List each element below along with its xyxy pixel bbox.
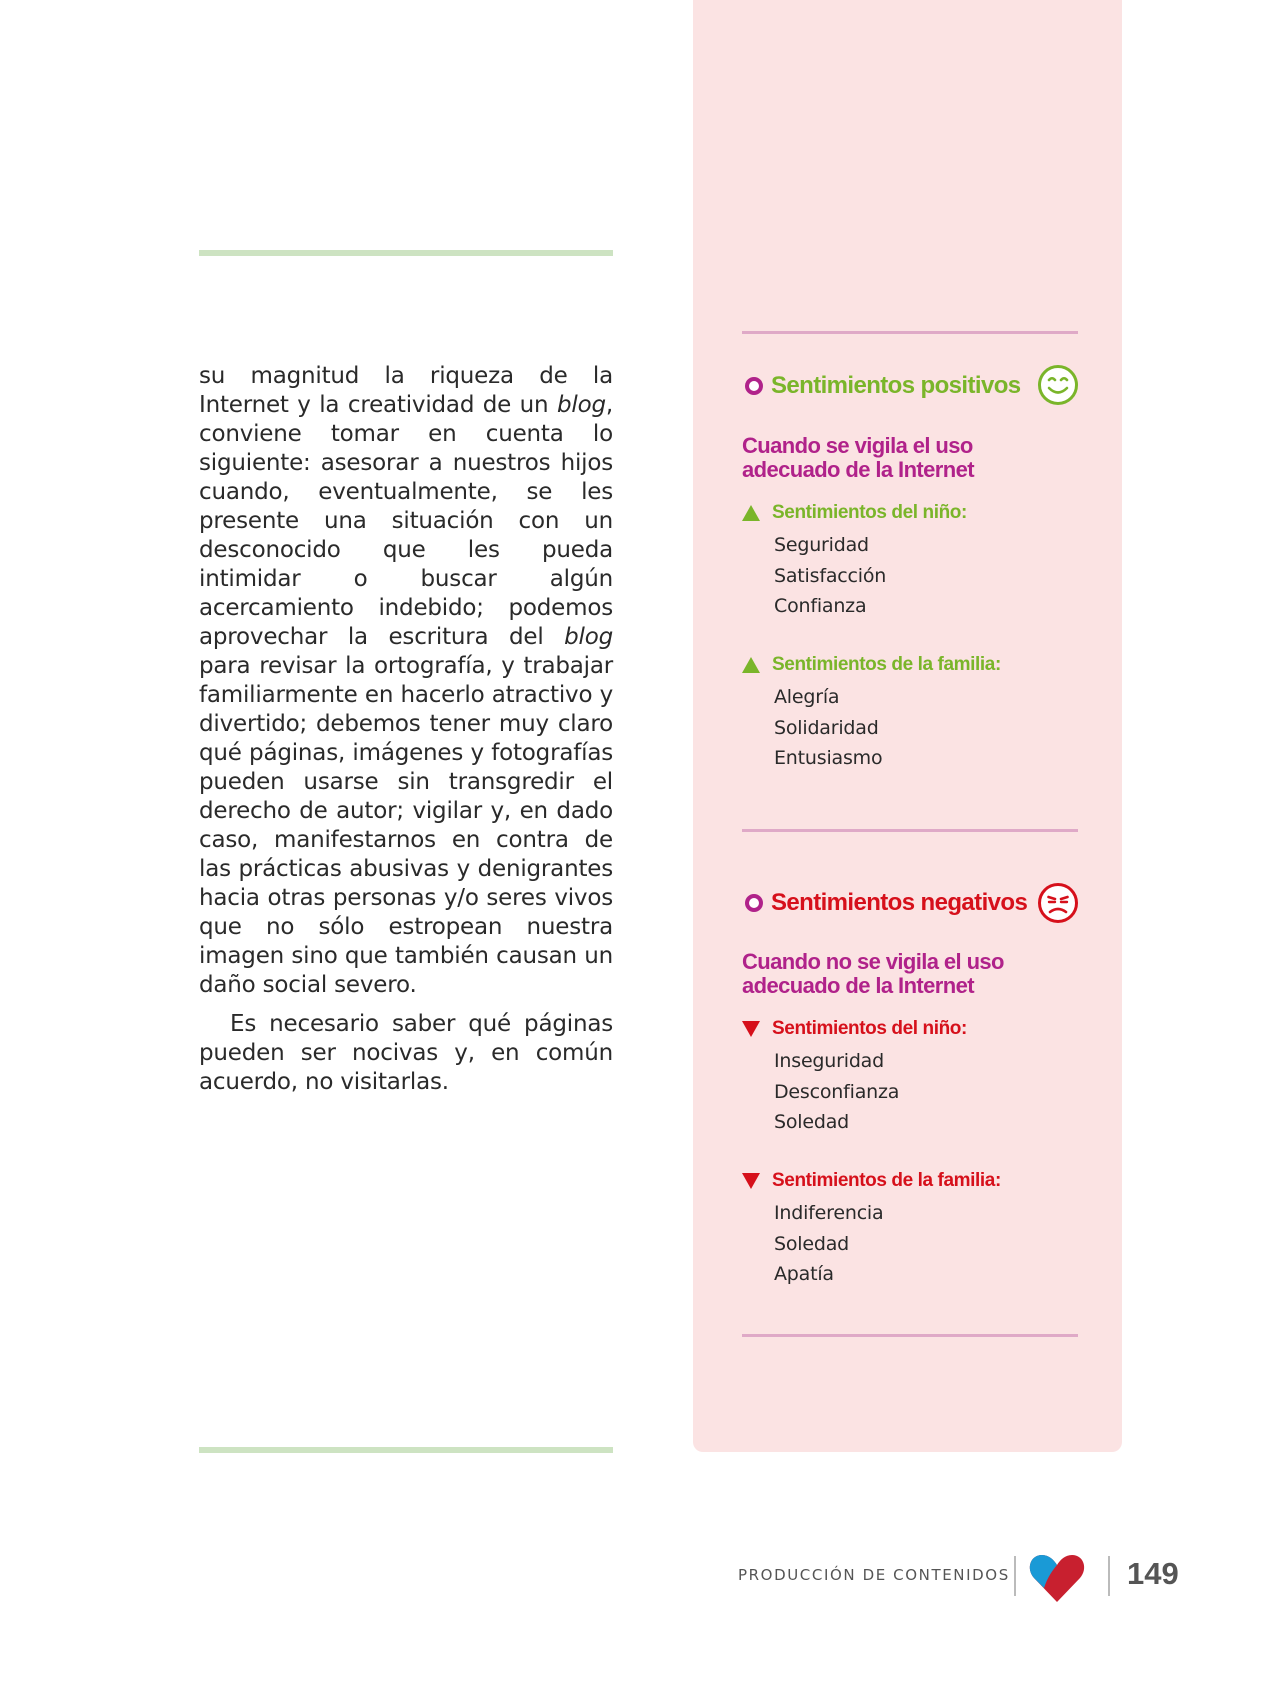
positive-child-title-text: Sentimientos del niño: <box>772 502 967 523</box>
positive-child-list <box>774 530 886 622</box>
negative-child-title <box>742 1018 967 1040</box>
negative-title <box>745 883 1027 923</box>
up-triangle-icon <box>742 505 760 521</box>
list-item: Indiferencia <box>774 1202 884 1224</box>
top-divider <box>199 250 613 256</box>
list-item: Alegría <box>774 686 840 708</box>
text-run: , conviene tomar en cuenta lo siguiente: asesorar a nuestros hijos cuando, eventualmente, se les presente una situación con un desconocido que les pueda intimidar o buscar algún acercamiento indebido; podemos aprovechar la escritura del <box>199 392 613 650</box>
smiley-face-icon <box>1037 364 1079 406</box>
list-item: Satisfacción <box>774 564 887 587</box>
list-item: Soledad <box>774 1232 850 1255</box>
positive-subhead-line-1: Cuando se vigila el uso <box>742 433 973 458</box>
positive-subhead <box>742 434 1062 482</box>
list-item: Solidaridad <box>774 716 879 739</box>
paragraph-1 <box>199 362 613 1000</box>
bullet-icon <box>745 894 763 912</box>
positive-title-text: Sentimientos positivos <box>771 372 1021 399</box>
list-item: Desconfianza <box>774 1080 900 1103</box>
frowning-face-icon <box>1037 882 1079 924</box>
bottom-divider <box>199 1447 613 1453</box>
text-run: para revisar la ortografía, y trabajar familiarmente en hacerlo atractivo y divertido; debemos tener muy claro qué páginas, imágenes y fotografías pueden usarse sin transgredir el derecho de autor; vigilar y, en dado caso, manifestarnos en contra de las prácticas abusivas y denigrantes hacia otras personas y/o seres vivos que no sólo estropean nuestra imagen sino que también causan un daño social severo. <box>199 653 613 998</box>
positive-subhead-line-2: adecuado de la Internet <box>742 457 974 482</box>
positive-family-title-text: Sentimientos de la familia: <box>772 654 1001 675</box>
list-item: Soledad <box>774 1111 850 1133</box>
negative-family-list <box>774 1198 883 1290</box>
sidebar-divider-1 <box>742 331 1078 334</box>
bullet-icon <box>745 377 763 395</box>
negative-title-text: Sentimientos negativos <box>771 889 1028 916</box>
list-item: Inseguridad <box>774 1050 884 1072</box>
list-item: Seguridad <box>774 534 869 556</box>
negative-child-title-text: Sentimientos del niño: <box>772 1018 967 1039</box>
feelings-sidebar <box>693 0 1122 1452</box>
page-number: 149 <box>1127 1556 1179 1591</box>
negative-family-title <box>742 1170 1001 1192</box>
paragraph-2: Es necesario saber qué páginas pueden ser nocivas y, en común acuerdo, no visitarlas. <box>199 1011 613 1095</box>
sidebar-divider-2 <box>742 829 1078 832</box>
negative-child-list <box>774 1046 899 1138</box>
sidebar-divider-3 <box>742 1334 1078 1337</box>
body-text <box>199 362 613 1107</box>
down-triangle-icon <box>742 1021 760 1037</box>
positive-family-list <box>774 682 882 774</box>
negative-subhead <box>742 950 1062 998</box>
negative-family-title-text: Sentimientos de la familia: <box>772 1170 1001 1191</box>
positive-child-title <box>742 502 967 524</box>
list-item: Apatía <box>774 1263 834 1285</box>
positive-title <box>745 366 1021 406</box>
list-item: Entusiasmo <box>774 747 883 769</box>
footer-separator <box>1014 1556 1016 1596</box>
italic-text: blog <box>557 392 606 418</box>
footer-separator <box>1108 1556 1110 1596</box>
negative-subhead-line-1: Cuando no se vigila el uso <box>742 949 1004 974</box>
heart-logo-icon <box>1026 1552 1088 1604</box>
positive-family-title <box>742 654 1001 676</box>
section-label: PRODUCCIÓN DE CONTENIDOS <box>738 1566 1010 1584</box>
up-triangle-icon <box>742 657 760 673</box>
list-item: Confianza <box>774 595 867 617</box>
down-triangle-icon <box>742 1173 760 1189</box>
italic-text: blog <box>564 624 613 650</box>
negative-subhead-line-2: adecuado de la Internet <box>742 973 974 998</box>
text-run: su magnitud la riqueza de la Internet y la creatividad de un <box>199 363 613 418</box>
